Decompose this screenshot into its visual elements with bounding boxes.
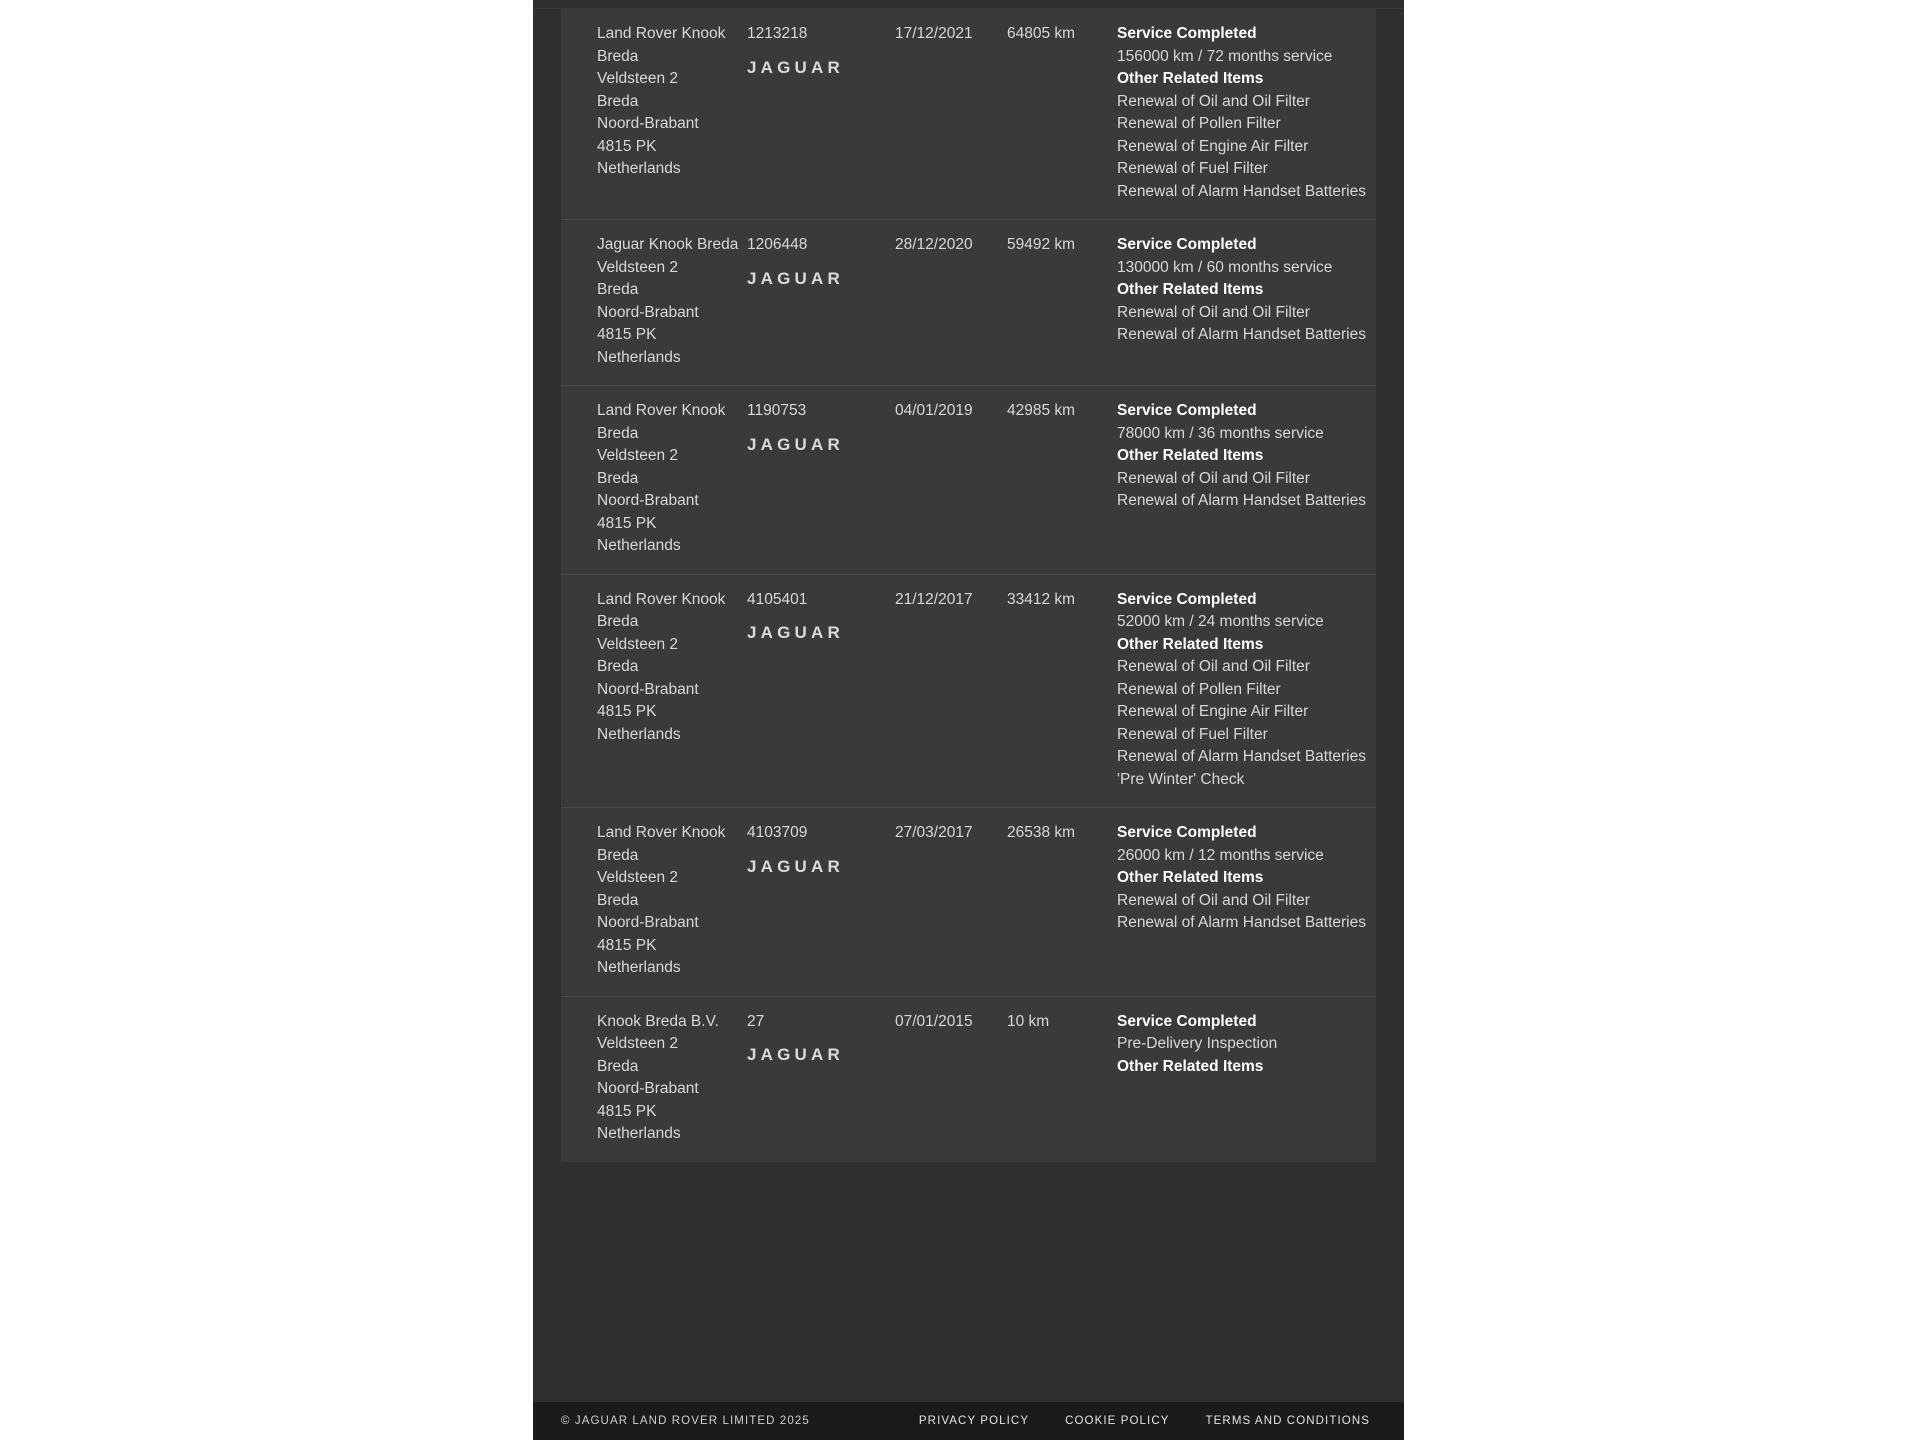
odometer-reading: 42985 km bbox=[1007, 402, 1076, 419]
service-detail bbox=[1103, 400, 1370, 513]
dealer-address-line: Veldsteen 2 bbox=[597, 1035, 679, 1052]
document-top-edge bbox=[533, 0, 1404, 9]
dealer-address bbox=[567, 400, 747, 558]
related-item: Renewal of Alarm Handset Batteries bbox=[1117, 748, 1366, 765]
dealer-address-line: Breda bbox=[597, 92, 639, 110]
related-item: Renewal of Oil and Oil Filter bbox=[1117, 891, 1310, 909]
service-description: 26000 km / 12 months service bbox=[1117, 846, 1324, 864]
service-description: 52000 km / 24 months service bbox=[1117, 613, 1324, 630]
related-items-heading: Other Related Items bbox=[1117, 447, 1264, 464]
dealer-address-line: Breda bbox=[597, 846, 639, 864]
dealer-address-line: Breda bbox=[597, 613, 639, 630]
service-record-row bbox=[561, 9, 1376, 220]
related-item: Renewal of Oil and Oil Filter bbox=[1117, 658, 1310, 675]
related-item: Renewal of Engine Air Filter bbox=[1117, 137, 1309, 155]
record-reference-number: 27 bbox=[747, 1012, 765, 1030]
service-date: 04/01/2019 bbox=[895, 402, 973, 419]
dealer-address-line: Jaguar Knook Breda bbox=[597, 236, 739, 253]
footer-link-terms-and-conditions[interactable]: TERMS AND CONDITIONS bbox=[1205, 1415, 1370, 1427]
service-description: Pre-Delivery Inspection bbox=[1117, 1035, 1278, 1052]
service-status: Service Completed bbox=[1117, 590, 1257, 608]
dealer-address-line: Land Rover Knook bbox=[597, 402, 726, 419]
related-items-heading: Other Related Items bbox=[1117, 281, 1264, 298]
reference-column bbox=[747, 822, 895, 877]
dealer-address-line: Noord-Brabant bbox=[597, 303, 699, 321]
related-item: Renewal of Pollen Filter bbox=[1117, 680, 1281, 698]
reference-column bbox=[747, 400, 895, 455]
dealer-address-line: 4815 PK bbox=[597, 1102, 657, 1120]
dealer-address bbox=[567, 23, 747, 181]
service-status: Service Completed bbox=[1117, 25, 1257, 42]
service-date: 17/12/2021 bbox=[895, 25, 973, 42]
footer-link-cookie-policy[interactable]: COOKIE POLICY bbox=[1065, 1415, 1170, 1427]
dealer-address-line: Netherlands bbox=[597, 537, 681, 554]
record-reference-number: 1206448 bbox=[747, 236, 808, 253]
jaguar-logo: JAGUAR bbox=[747, 623, 844, 642]
dealer-address-line: Knook Breda B.V. bbox=[597, 1012, 719, 1030]
related-item: Renewal of Oil and Oil Filter bbox=[1117, 303, 1310, 321]
jaguar-logo: JAGUAR bbox=[747, 856, 844, 876]
dealer-address-line: Veldsteen 2 bbox=[597, 869, 679, 886]
dealer-address-line: Breda bbox=[597, 1057, 639, 1075]
record-reference-number: 4103709 bbox=[747, 824, 808, 841]
record-reference-number: 1213218 bbox=[747, 25, 808, 42]
odometer-reading: 59492 km bbox=[1007, 236, 1076, 253]
service-records-list bbox=[533, 9, 1404, 1402]
dealer-address bbox=[567, 1011, 747, 1146]
related-item: Renewal of Oil and Oil Filter bbox=[1117, 92, 1310, 110]
dealer-address-line: Noord-Brabant bbox=[597, 914, 699, 931]
related-item: Renewal of Alarm Handset Batteries bbox=[1117, 182, 1366, 200]
related-items-heading: Other Related Items bbox=[1117, 70, 1264, 87]
odometer-reading: 33412 km bbox=[1007, 590, 1076, 608]
dealer-address-line: Breda bbox=[597, 469, 639, 487]
odometer-reading: 64805 km bbox=[1007, 25, 1076, 42]
related-item: Renewal of Alarm Handset Batteries bbox=[1117, 914, 1366, 931]
dealer-address-line: Land Rover Knook bbox=[597, 25, 726, 42]
dealer-address-line: Veldsteen 2 bbox=[597, 447, 679, 464]
dealer-address-line: Breda bbox=[597, 424, 639, 442]
dealer-address-line: Veldsteen 2 bbox=[597, 258, 679, 276]
service-detail bbox=[1103, 589, 1370, 792]
service-description: 130000 km / 60 months service bbox=[1117, 258, 1333, 276]
dealer-address-line: Land Rover Knook bbox=[597, 590, 726, 608]
dealer-address-line: Land Rover Knook bbox=[597, 824, 726, 841]
related-item: Renewal of Fuel Filter bbox=[1117, 725, 1268, 743]
service-date: 27/03/2017 bbox=[895, 824, 973, 841]
service-record-row bbox=[561, 220, 1376, 386]
dealer-address-line: 4815 PK bbox=[597, 936, 657, 954]
service-status: Service Completed bbox=[1117, 1012, 1257, 1030]
service-description: 156000 km / 72 months service bbox=[1117, 47, 1333, 65]
footer-links bbox=[919, 1415, 1376, 1427]
service-detail bbox=[1103, 822, 1370, 935]
related-items-heading: Other Related Items bbox=[1117, 869, 1264, 886]
related-item: Renewal of Alarm Handset Batteries bbox=[1117, 492, 1366, 509]
service-record-row bbox=[561, 808, 1376, 997]
dealer-address-line: Veldsteen 2 bbox=[597, 635, 679, 653]
dealer-address-line: Netherlands bbox=[597, 959, 681, 976]
jaguar-logo: JAGUAR bbox=[747, 1045, 844, 1064]
dealer-address-line: Noord-Brabant bbox=[597, 680, 699, 698]
copyright-text: © JAGUAR LAND ROVER LIMITED 2025 bbox=[561, 1415, 810, 1427]
reference-column bbox=[747, 23, 895, 78]
reference-column bbox=[747, 234, 895, 289]
footer-link-privacy-policy[interactable]: PRIVACY POLICY bbox=[918, 1415, 1030, 1427]
related-item: Renewal of Alarm Handset Batteries bbox=[1117, 326, 1366, 343]
dealer-address bbox=[567, 822, 747, 980]
dealer-address-line: Netherlands bbox=[597, 1125, 681, 1142]
service-description: 78000 km / 36 months service bbox=[1117, 424, 1324, 442]
dealer-address-line: Netherlands bbox=[597, 725, 681, 743]
dealer-address-line: Breda bbox=[597, 658, 639, 675]
service-status: Service Completed bbox=[1117, 824, 1257, 841]
odometer-reading: 26538 km bbox=[1007, 824, 1076, 841]
dealer-address bbox=[567, 234, 747, 369]
dealer-address-line: 4815 PK bbox=[597, 137, 657, 155]
record-reference-number: 1190753 bbox=[747, 402, 807, 419]
service-detail bbox=[1103, 234, 1370, 347]
service-status: Service Completed bbox=[1117, 236, 1257, 253]
dealer-address-line: Netherlands bbox=[597, 348, 681, 366]
jaguar-logo: JAGUAR bbox=[747, 57, 844, 77]
dealer-address-line: Breda bbox=[597, 281, 639, 298]
dealer-address-line: Veldsteen 2 bbox=[597, 70, 679, 87]
reference-column bbox=[747, 1011, 895, 1066]
record-reference-number: 4105401 bbox=[747, 590, 808, 608]
odometer-reading: 10 km bbox=[1007, 1012, 1050, 1030]
dealer-address-line: Noord-Brabant bbox=[597, 1080, 699, 1097]
related-item: 'Pre Winter' Check bbox=[1117, 770, 1245, 788]
service-date: 28/12/2020 bbox=[895, 236, 973, 253]
dealer-address-line: 4815 PK bbox=[597, 514, 657, 532]
service-record-row bbox=[561, 575, 1376, 809]
service-detail bbox=[1103, 23, 1370, 203]
dealer-address-line: 4815 PK bbox=[597, 703, 657, 720]
service-detail bbox=[1103, 1011, 1370, 1079]
jaguar-logo: JAGUAR bbox=[747, 434, 844, 454]
dealer-address-line: 4815 PK bbox=[597, 326, 657, 343]
related-item: Renewal of Oil and Oil Filter bbox=[1117, 469, 1310, 487]
reference-column bbox=[747, 589, 895, 644]
jaguar-logo: JAGUAR bbox=[747, 268, 844, 288]
service-status: Service Completed bbox=[1117, 402, 1257, 419]
dealer-address bbox=[567, 589, 747, 747]
related-item: Renewal of Fuel Filter bbox=[1117, 160, 1268, 177]
service-date: 07/01/2015 bbox=[895, 1012, 973, 1030]
related-item: Renewal of Engine Air Filter bbox=[1117, 703, 1309, 720]
dealer-address-line: Breda bbox=[597, 891, 639, 909]
related-item: Renewal of Pollen Filter bbox=[1117, 115, 1281, 132]
related-items-heading: Other Related Items bbox=[1117, 1057, 1264, 1075]
dealer-address-line: Netherlands bbox=[597, 160, 681, 177]
dealer-address-line: Noord-Brabant bbox=[597, 115, 699, 132]
page-footer bbox=[533, 1402, 1404, 1440]
service-record-row bbox=[561, 997, 1376, 1162]
dealer-address-line: Noord-Brabant bbox=[597, 492, 699, 509]
related-items-heading: Other Related Items bbox=[1117, 635, 1264, 653]
dealer-address-line: Breda bbox=[597, 47, 639, 65]
service-history-document bbox=[533, 0, 1404, 1440]
service-date: 21/12/2017 bbox=[895, 590, 973, 608]
service-record-row bbox=[561, 386, 1376, 575]
